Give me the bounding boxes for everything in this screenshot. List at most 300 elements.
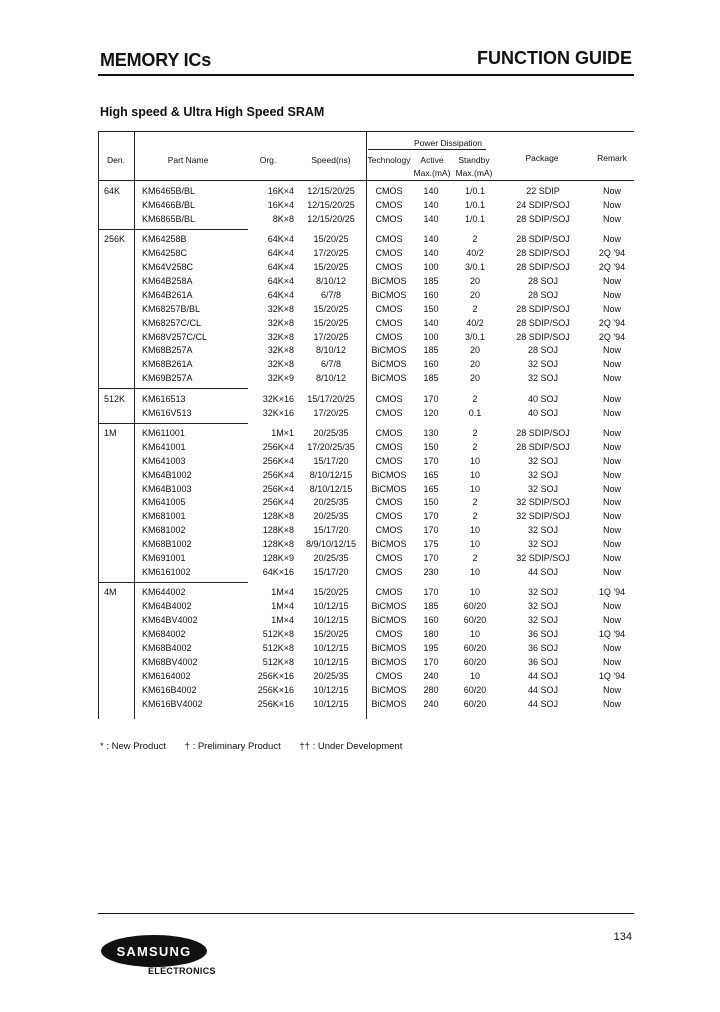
cell-org: 512K×8: [262, 656, 294, 667]
cell-standby: 2: [472, 553, 478, 563]
cell-remark: Now: [602, 393, 621, 404]
col-header-speed: Speed(ns): [311, 155, 351, 165]
cell-remark: Now: [602, 373, 621, 384]
cell-technology: BiCMOS: [371, 684, 407, 695]
cell-org: 256K×4: [262, 455, 294, 466]
cell-remark: 2Q '94: [598, 331, 626, 342]
cell-technology: CMOS: [375, 407, 403, 418]
cell-technology: BiCMOS: [371, 642, 407, 653]
cell-active: 185: [423, 373, 439, 384]
cell-remark: Now: [602, 275, 621, 286]
cell-active: 170: [423, 587, 439, 598]
header-rule: [98, 74, 634, 76]
cell-standby: 20: [469, 289, 480, 300]
cell-standby: 1/0.1: [464, 199, 486, 210]
cell-active: 170: [423, 656, 439, 667]
cell-package: 36 SOJ: [527, 656, 558, 667]
col-header-den: Den.: [107, 155, 125, 165]
cell-org: 64K×4: [267, 234, 294, 245]
cell-standby: 2: [472, 497, 478, 508]
cell-org: 32K×16: [262, 393, 294, 404]
cell-remark: Now: [602, 289, 621, 300]
cell-package: 28 SOJ: [527, 289, 558, 300]
cell-technology: BiCMOS: [371, 483, 407, 494]
cell-org: 128K×8: [262, 511, 294, 522]
cell-standby: 1/0.1: [464, 213, 486, 224]
cell-standby: 10: [469, 566, 480, 577]
cell-active: 230: [423, 566, 439, 577]
brand-subtitle: ELECTRONICS: [148, 966, 216, 976]
cell-technology: CMOS: [375, 441, 403, 452]
cell-package: 32 SOJ: [527, 455, 558, 466]
cell-technology: BiCMOS: [371, 656, 407, 667]
cell-technology: CMOS: [375, 262, 403, 272]
cell-speed: 15/17/20: [313, 566, 349, 577]
cell-part-name: KM64258C: [142, 248, 188, 259]
cell-package: 44 SOJ: [527, 566, 558, 577]
cell-remark: Now: [602, 497, 621, 508]
cell-org: 256K×16: [257, 670, 294, 681]
cell-density: 256K: [104, 234, 126, 245]
cell-density: 512K: [104, 393, 126, 404]
cell-active: 185: [423, 275, 439, 286]
cell-part-name: KM68B4002: [142, 642, 192, 653]
cell-part-name: KM64V258C: [142, 262, 194, 272]
cell-speed: 17/20/25: [313, 331, 349, 342]
cell-standby: 2: [472, 234, 478, 245]
cell-speed: 15/20/25: [313, 234, 349, 245]
cell-remark: Now: [602, 483, 621, 494]
cell-remark: Now: [602, 427, 621, 438]
cell-active: 140: [423, 234, 439, 245]
cell-remark: Now: [602, 407, 621, 418]
cell-standby: 40/2: [466, 317, 484, 328]
cell-org: 16K×4: [267, 199, 294, 210]
cell-org: 32K×9: [267, 373, 294, 384]
cell-part-name: KM641003: [142, 455, 186, 466]
cell-standby: 60/20: [463, 642, 487, 653]
cell-technology: CMOS: [375, 317, 403, 328]
cell-part-name: KM68V257C/CL: [142, 331, 208, 342]
cell-speed: 20/25/35: [313, 497, 349, 508]
cell-part-name: KM641005: [142, 497, 186, 508]
cell-org: 32K×8: [267, 331, 294, 342]
cell-standby: 0.1: [468, 407, 482, 418]
cell-standby: 2: [472, 427, 478, 438]
col-header-active-unit: Max.(mA): [413, 168, 451, 178]
cell-part-name: KM6865B/BL: [142, 213, 196, 224]
power-group-rule: [368, 149, 486, 150]
cell-active: 140: [423, 199, 439, 210]
cell-active: 160: [423, 289, 439, 300]
cell-standby: 2: [472, 393, 478, 404]
cell-org: 1M×4: [271, 587, 294, 598]
cell-active: 150: [423, 441, 439, 452]
cell-remark: Now: [602, 303, 621, 314]
cell-active: 240: [423, 698, 439, 709]
cell-org: 256K×4: [262, 469, 294, 480]
cell-remark: Now: [602, 199, 621, 210]
cell-standby: 10: [469, 629, 480, 639]
cell-remark: Now: [602, 601, 621, 612]
cell-package: 44 SOJ: [527, 684, 558, 695]
cell-technology: CMOS: [375, 393, 403, 404]
cell-speed: 10/12/15: [313, 642, 349, 653]
cell-org: 128K×9: [262, 553, 294, 563]
cell-package: 28 SDIP/SOJ: [516, 248, 570, 259]
cell-org: 64K×4: [267, 275, 294, 286]
cell-remark: 1Q '94: [598, 587, 626, 598]
cell-technology: CMOS: [375, 670, 403, 681]
cell-org: 64K×4: [267, 248, 294, 259]
cell-active: 160: [423, 359, 439, 370]
cell-org: 1M×1: [271, 427, 294, 438]
cell-remark: Now: [602, 186, 621, 196]
cell-remark: Now: [602, 553, 621, 563]
col-header-package: Package: [525, 153, 559, 163]
cell-package: 32 SOJ: [527, 601, 558, 612]
cell-active: 180: [423, 629, 439, 639]
cell-org: 128K×8: [262, 539, 294, 550]
cell-package: 28 SDIP/SOJ: [516, 303, 570, 314]
cell-speed: 8/10/12: [315, 345, 347, 356]
cell-package: 32 SOJ: [527, 587, 558, 598]
col-header-active: Active: [420, 155, 444, 165]
cell-technology: CMOS: [375, 587, 403, 598]
cell-technology: BiCMOS: [371, 373, 407, 384]
group-separator: [98, 388, 248, 389]
cell-technology: BiCMOS: [371, 539, 407, 550]
col-header-part-name: Part Name: [167, 155, 209, 165]
cell-standby: 60/20: [463, 684, 487, 695]
cell-org: 64K×4: [267, 289, 294, 300]
cell-standby: 3/0.1: [464, 262, 486, 272]
cell-technology: CMOS: [375, 248, 403, 259]
cell-part-name: KM69B257A: [142, 373, 193, 384]
cell-active: 170: [423, 553, 439, 563]
cell-speed: 15/17/20: [313, 525, 349, 536]
cell-package: 32 SOJ: [527, 483, 558, 494]
cell-part-name: KM68257B/BL: [142, 303, 201, 314]
cell-standby: 3/0.1: [464, 331, 486, 342]
cell-part-name: KM64B1002: [142, 469, 192, 480]
cell-part-name: KM68257C/CL: [142, 317, 202, 328]
cell-package: 28 SDIP/SOJ: [516, 441, 570, 452]
cell-active: 140: [423, 186, 439, 196]
group-separator: [98, 229, 248, 230]
cell-speed: 8/10/12: [315, 275, 347, 286]
cell-speed: 10/12/15: [313, 698, 349, 709]
cell-org: 1M×4: [271, 601, 294, 612]
cell-package: 44 SOJ: [527, 698, 558, 709]
cell-technology: BiCMOS: [371, 275, 407, 286]
cell-part-name: KM644002: [142, 587, 186, 598]
cell-standby: 2: [472, 303, 478, 314]
cell-speed: 15/20/25: [313, 587, 349, 598]
cell-package: 32 SOJ: [527, 525, 558, 536]
cell-org: 512K×8: [262, 629, 294, 639]
cell-active: 130: [423, 427, 439, 438]
cell-package: 24 SDIP/SOJ: [516, 199, 570, 210]
cell-part-name: KM6466B/BL: [142, 199, 196, 210]
cell-package: 22 SDIP: [526, 186, 560, 196]
cell-part-name: KM616B4002: [142, 684, 197, 695]
cell-package: 32 SDIP/SOJ: [516, 497, 570, 508]
cell-speed: 12/15/20/25: [307, 213, 355, 224]
cell-speed: 20/25/35: [313, 670, 349, 681]
cell-technology: CMOS: [375, 511, 403, 522]
cell-active: 185: [423, 345, 439, 356]
cell-speed: 15/20/25: [313, 629, 349, 639]
cell-remark: Now: [602, 684, 621, 695]
cell-speed: 8/10/12/15: [309, 483, 353, 494]
cell-part-name: KM616513: [142, 393, 186, 404]
cell-speed: 15/17/20: [313, 455, 349, 466]
cell-part-name: KM641001: [142, 441, 186, 452]
cell-org: 64K×16: [262, 566, 294, 577]
cell-package: 40 SOJ: [527, 393, 558, 404]
cell-org: 1M×4: [271, 615, 294, 626]
cell-density: 4M: [104, 587, 117, 598]
cell-part-name: KM68BV4002: [142, 656, 198, 667]
legend-preliminary-product: † : Preliminary Product: [184, 741, 281, 752]
cell-org: 32K×16: [262, 407, 294, 418]
cell-speed: 10/12/15: [313, 656, 349, 667]
cell-active: 170: [423, 525, 439, 536]
cell-standby: 10: [469, 587, 480, 598]
col-header-power-dissipation: Power Dissipation: [413, 138, 483, 148]
cell-speed: 20/25/35: [313, 553, 349, 563]
cell-package: 36 SOJ: [527, 629, 558, 639]
cell-technology: BiCMOS: [371, 601, 407, 612]
group-separator: [98, 582, 248, 583]
cell-speed: 6/7/8: [320, 289, 342, 300]
cell-package: 28 SOJ: [527, 345, 558, 356]
cell-standby: 2: [472, 441, 478, 452]
cell-active: 280: [423, 684, 439, 695]
cell-active: 150: [423, 497, 439, 508]
cell-org: 16K×4: [267, 186, 294, 196]
cell-part-name: KM6161002: [142, 566, 191, 577]
cell-remark: Now: [602, 511, 621, 522]
cell-package: 28 SDIP/SOJ: [516, 262, 570, 272]
cell-technology: CMOS: [375, 497, 403, 508]
cell-standby: 2: [472, 511, 478, 522]
cell-part-name: KM64B258A: [142, 275, 193, 286]
cell-part-name: KM64B261A: [142, 289, 193, 300]
cell-active: 170: [423, 393, 439, 404]
cell-technology: CMOS: [375, 629, 403, 639]
cell-org: 512K×8: [262, 642, 294, 653]
cell-technology: CMOS: [375, 199, 403, 210]
table-col-divider-den: [134, 131, 135, 719]
cell-org: 256K×16: [257, 684, 294, 695]
cell-technology: BiCMOS: [371, 615, 407, 626]
cell-active: 185: [423, 601, 439, 612]
cell-part-name: KM616BV4002: [142, 698, 203, 709]
cell-technology: BiCMOS: [371, 289, 407, 300]
cell-org: 256K×4: [262, 441, 294, 452]
cell-part-name: KM681002: [142, 525, 186, 536]
cell-speed: 6/7/8: [320, 359, 342, 370]
cell-package: 32 SDIP/SOJ: [516, 511, 570, 522]
page-header-left-title: MEMORY ICs: [100, 50, 212, 70]
cell-standby: 20: [469, 373, 480, 384]
cell-active: 100: [423, 262, 439, 272]
cell-active: 240: [423, 670, 439, 681]
footer-rule: [98, 913, 634, 914]
cell-package: 44 SOJ: [527, 670, 558, 681]
cell-active: 165: [423, 483, 439, 494]
cell-org: 256K×4: [262, 483, 294, 494]
cell-speed: 20/25/35: [313, 427, 349, 438]
cell-active: 140: [423, 248, 439, 259]
cell-speed: 15/17/20/25: [307, 393, 355, 404]
cell-part-name: KM64B4002: [142, 601, 192, 612]
cell-package: 32 SOJ: [527, 469, 558, 480]
cell-technology: BiCMOS: [371, 359, 407, 370]
cell-speed: 8/9/10/12/15: [305, 539, 357, 550]
cell-technology: CMOS: [375, 186, 403, 196]
legend: [100, 741, 418, 752]
cell-standby: 1/0.1: [464, 186, 486, 196]
cell-remark: Now: [602, 213, 621, 224]
cell-speed: 12/15/20/25: [307, 199, 355, 210]
cell-speed: 8/10/12/15: [309, 469, 353, 480]
cell-active: 140: [423, 317, 439, 328]
table-left-edge: [98, 131, 99, 719]
cell-standby: 20: [469, 359, 480, 370]
cell-package: 32 SDIP/SOJ: [516, 553, 570, 563]
cell-active: 175: [423, 539, 439, 550]
cell-part-name: KM616V513: [142, 407, 192, 418]
sram-table: [98, 131, 634, 719]
cell-package: 28 SDIP/SOJ: [516, 331, 570, 342]
cell-standby: 20: [469, 345, 480, 356]
cell-package: 28 SDIP/SOJ: [516, 427, 570, 438]
cell-org: 256K×16: [257, 698, 294, 709]
cell-remark: 1Q '94: [598, 629, 626, 639]
cell-active: 140: [423, 213, 439, 224]
cell-standby: 10: [469, 670, 480, 681]
cell-active: 195: [423, 642, 439, 653]
cell-org: 64K×4: [267, 262, 294, 272]
cell-org: 32K×8: [267, 345, 294, 356]
cell-speed: 15/20/25: [313, 317, 349, 328]
cell-speed: 8/10/12: [315, 373, 347, 384]
cell-package: 28 SOJ: [527, 275, 558, 286]
group-separator: [98, 423, 248, 424]
cell-technology: BiCMOS: [371, 698, 407, 709]
cell-remark: 2Q '94: [598, 248, 626, 259]
cell-package: 32 SOJ: [527, 359, 558, 370]
cell-technology: CMOS: [375, 303, 403, 314]
cell-active: 170: [423, 455, 439, 466]
cell-part-name: KM6164002: [142, 670, 191, 681]
cell-technology: CMOS: [375, 213, 403, 224]
cell-part-name: KM64BV4002: [142, 615, 198, 626]
cell-technology: CMOS: [375, 525, 403, 536]
cell-remark: Now: [602, 656, 621, 667]
cell-speed: 12/15/20/25: [307, 186, 355, 196]
cell-speed: 17/20/25/35: [307, 441, 355, 452]
col-header-standby-unit: Max.(mA): [455, 168, 493, 178]
cell-part-name: KM6465B/BL: [142, 186, 196, 196]
cell-org: 128K×8: [262, 525, 294, 536]
samsung-logo: [100, 933, 208, 969]
cell-remark: Now: [602, 698, 621, 709]
cell-standby: 60/20: [463, 656, 487, 667]
cell-technology: CMOS: [375, 331, 403, 342]
cell-technology: CMOS: [375, 234, 403, 245]
cell-package: 32 SOJ: [527, 615, 558, 626]
cell-remark: Now: [602, 566, 621, 577]
cell-remark: Now: [602, 642, 621, 653]
cell-active: 100: [423, 331, 439, 342]
cell-standby: 60/20: [463, 615, 487, 626]
cell-part-name: KM684002: [142, 629, 186, 639]
cell-standby: 10: [469, 539, 480, 550]
cell-standby: 60/20: [463, 601, 487, 612]
cell-speed: 17/20/25: [313, 407, 349, 418]
cell-active: 165: [423, 469, 439, 480]
cell-standby: 10: [469, 483, 480, 494]
col-header-remark: Remark: [597, 153, 627, 163]
cell-package: 28 SDIP/SOJ: [516, 213, 570, 224]
cell-speed: 10/12/15: [313, 684, 349, 695]
cell-active: 170: [423, 511, 439, 522]
cell-speed: 15/20/25: [313, 262, 349, 272]
cell-part-name: KM64258B: [142, 234, 187, 245]
cell-package: 32 SOJ: [527, 539, 558, 550]
cell-org: 32K×8: [267, 303, 294, 314]
cell-part-name: KM611001: [142, 427, 185, 438]
cell-remark: Now: [602, 345, 621, 356]
cell-speed: 10/12/15: [313, 615, 349, 626]
cell-speed: 15/20/25: [313, 303, 349, 314]
page-header-right-title: FUNCTION GUIDE: [477, 48, 632, 68]
cell-technology: CMOS: [375, 455, 403, 466]
cell-org: 8K×8: [272, 213, 294, 224]
cell-part-name: KM68B257A: [142, 345, 193, 356]
cell-speed: 17/20/25: [313, 248, 349, 259]
cell-package: 32 SOJ: [527, 373, 558, 384]
cell-density: 64K: [104, 186, 121, 196]
cell-active: 150: [423, 303, 439, 314]
cell-part-name: KM64B1003: [142, 483, 192, 494]
cell-remark: Now: [602, 455, 621, 466]
cell-package: 40 SOJ: [527, 407, 558, 418]
page-number: 134: [613, 931, 632, 943]
legend-new-product: * : New Product: [100, 741, 166, 752]
cell-standby: 10: [469, 469, 480, 480]
cell-technology: CMOS: [375, 566, 403, 577]
cell-part-name: KM691001: [142, 553, 186, 563]
cell-remark: Now: [602, 234, 621, 245]
cell-package: 28 SDIP/SOJ: [516, 234, 570, 245]
cell-standby: 60/20: [463, 698, 487, 709]
cell-technology: BiCMOS: [371, 345, 407, 356]
samsung-logo-text: SAMSUNG: [116, 944, 192, 959]
cell-remark: Now: [602, 359, 621, 370]
cell-org: 32K×8: [267, 359, 294, 370]
cell-part-name: KM68B1002: [142, 539, 192, 550]
cell-standby: 10: [469, 525, 480, 536]
cell-technology: CMOS: [375, 553, 403, 563]
cell-remark: 1Q '94: [598, 670, 626, 681]
cell-active: 160: [423, 615, 439, 626]
cell-package: 28 SDIP/SOJ: [516, 317, 570, 328]
